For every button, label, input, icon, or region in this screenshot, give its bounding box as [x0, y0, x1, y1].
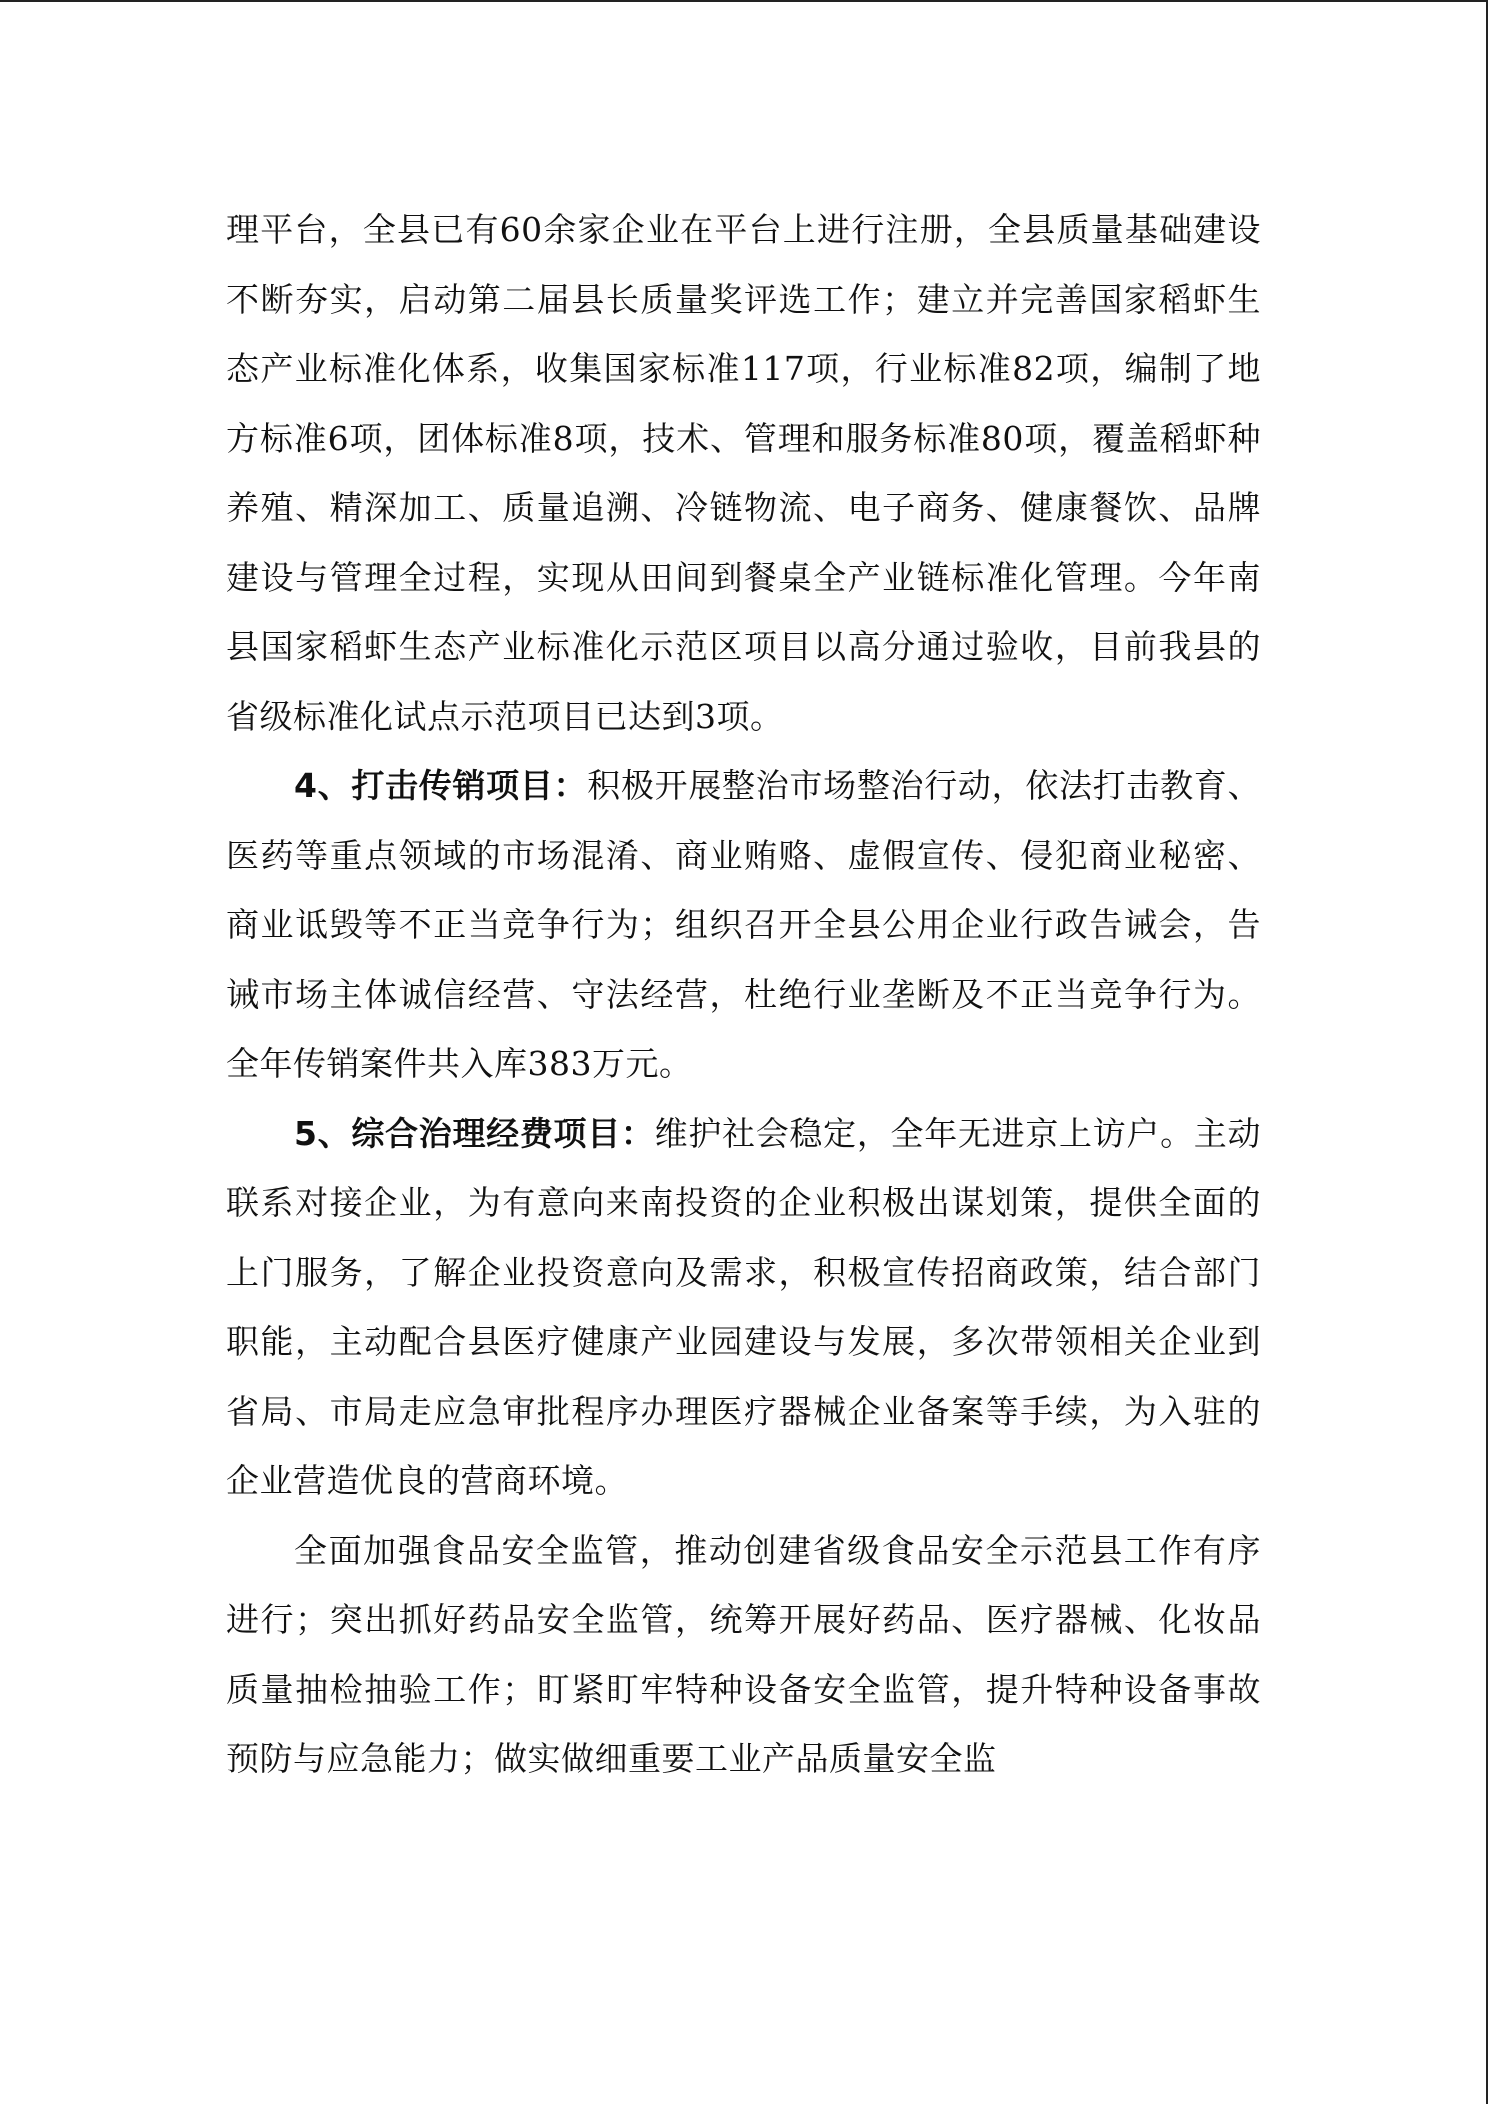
paragraph-text: 维护社会稳定，全年无进京上访户。主动联系对接企业，为有意向来南投资的企业积极出谋划策，提供全面的上门服务，了解企业投资意向及需求，积极宣传招商政策，结合部门职能，主动配合县医疗健康产业园建设与发展，多次带领相关企业到省局、市局走应急审批程序办理医疗器械企业备案等手续，为入驻的企业营造优良的营商环境。	[226, 1113, 1261, 1500]
paragraph-heading: 4、打击传销项目：	[294, 766, 588, 805]
paragraph-item-5	[226, 1099, 1261, 1516]
paragraph-continuation	[226, 195, 1261, 751]
paragraph-heading: 5、综合治理经费项目：	[294, 1113, 655, 1153]
paragraph-text: 理平台，全县已有60余家企业在平台上进行注册，全县质量基础建设不断夯实，启动第二届县长质量奖评选工作；建立并完善国家稻虾生态产业标准化体系，收集国家标准117项，行业标准82项，编制了地方标准6项，团体标准8项，技术、管理和服务标准80项，覆盖稻虾种养殖、精深加工、质量追溯、冷链物流、电子商务、健康餐饮、品牌建设与管理全过程，实现从田间到餐桌全产业链标准化管理。今年南县国家稻虾生态产业标准化示范区项目以高分通过验收，目前我县的省级标准化试点示范项目已达到3项。	[226, 210, 1261, 736]
paragraph-safety	[226, 1516, 1261, 1794]
document-body	[226, 195, 1261, 1794]
paragraph-text: 积极开展整治市场整治行动，依法打击教育、医药等重点领域的市场混淆、商业贿赂、虚假宣传、侵犯商业秘密、商业诋毁等不正当竞争行为；组织召开全县公用企业行政告诫会，告诫市场主体诚信经营、守法经营，杜绝行业垄断及不正当竞争行为。全年传销案件共入库383万元。	[226, 766, 1262, 1083]
paragraph-text: 全面加强食品安全监管，推动创建省级食品安全示范县工作有序进行；突出抓好药品安全监管，统筹开展好药品、医疗器械、化妆品质量抽检抽验工作；盯紧盯牢特种设备安全监管，提升特种设备事故预防与应急能力；做实做细重要工业产品质量安全监	[226, 1530, 1261, 1778]
paragraph-item-4	[226, 751, 1261, 1099]
